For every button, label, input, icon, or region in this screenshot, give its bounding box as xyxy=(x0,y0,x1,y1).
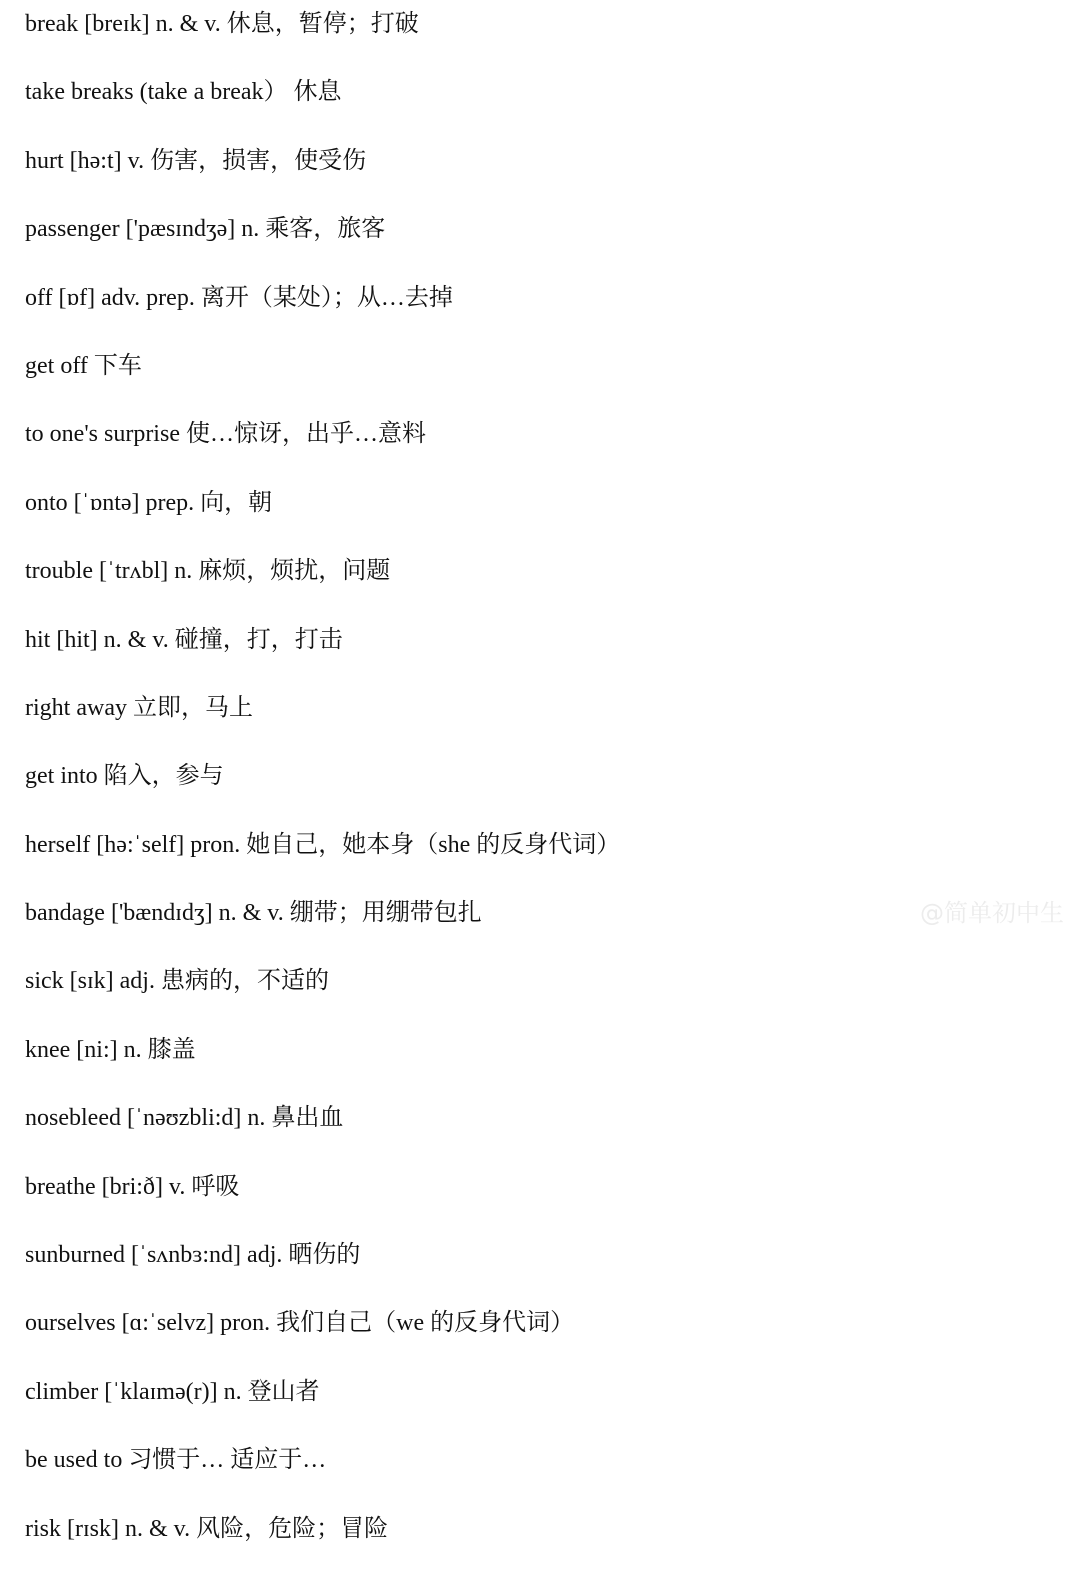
vocab-entry-text: get into 陷入，参与 xyxy=(25,763,224,790)
vocab-entry xyxy=(25,889,620,957)
vocab-entry-text: risk [rɪsk] n. & v. 风险，危险；冒险 xyxy=(25,1515,389,1542)
vocab-entry-text: climber [ˈklaɪmə(r)] n. 登山者 xyxy=(25,1378,320,1405)
vocab-entry-text: ourselves [ɑ:ˈselvz] pron. 我们自己（we 的反身代词） xyxy=(25,1310,575,1337)
vocabulary-list xyxy=(25,0,620,1573)
vocab-entry xyxy=(25,1368,620,1436)
vocab-entry-text: breathe [bri:ð] v. 呼吸 xyxy=(25,1173,240,1200)
vocab-entry xyxy=(25,547,620,615)
vocab-entry xyxy=(25,205,620,273)
vocab-entry-text: break [breɪk] n. & v. 休息，暂停；打破 xyxy=(25,11,419,37)
vocab-entry xyxy=(25,274,620,342)
vocab-entry xyxy=(25,1299,620,1367)
vocab-entry-text: get off 下车 xyxy=(25,352,142,379)
vocab-entry xyxy=(25,410,620,478)
vocab-entry xyxy=(25,1231,620,1299)
vocab-entry xyxy=(25,1505,620,1573)
vocab-entry-text: hit [hit] n. & v. 碰撞，打，打击 xyxy=(25,626,343,653)
vocab-entry-text: onto [ˈɒntə] prep. 向，朝 xyxy=(25,489,273,516)
vocab-entry-text: take breaks (take a break） 休息 xyxy=(25,79,342,106)
vocab-entry xyxy=(25,752,620,820)
vocab-entry-text: be used to 习惯于… 适应于… xyxy=(25,1447,327,1474)
vocab-entry xyxy=(25,342,620,410)
vocab-entry xyxy=(25,1163,620,1231)
vocab-entry-text: hurt [hə:t] v. 伤害，损害，使受伤 xyxy=(25,147,367,174)
vocab-entry xyxy=(25,616,620,684)
vocab-entry xyxy=(25,957,620,1025)
vocab-entry xyxy=(25,684,620,752)
vocab-entry-text: herself [hə:ˈself] pron. 她自己，她本身（she 的反身代词） xyxy=(25,831,621,858)
vocab-entry-text: bandage ['bændɪdʒ] n. & v. 绷带；用绷带包扎 xyxy=(25,900,482,927)
vocab-entry xyxy=(25,1436,620,1504)
watermark: @简单初中生 xyxy=(920,899,1064,927)
vocab-entry-text: off [ɒf] adv. prep. 离开（某处）；从…去掉 xyxy=(25,284,453,311)
vocab-entry-text: knee [ni:] n. 膝盖 xyxy=(25,1036,196,1063)
vocab-entry xyxy=(25,1026,620,1094)
vocab-entry xyxy=(25,479,620,547)
vocab-entry-text: sick [sɪk] adj. 患病的，不适的 xyxy=(25,968,329,995)
vocab-entry xyxy=(25,137,620,205)
vocab-entry xyxy=(25,821,620,889)
vocab-entry-text: nosebleed [ˈnəʊzbli:d] n. 鼻出血 xyxy=(25,1105,344,1132)
vocab-entry xyxy=(25,1094,620,1162)
vocab-entry xyxy=(25,68,620,136)
vocab-entry-text: trouble [ˈtrʌbl] n. 麻烦，烦扰，问题 xyxy=(25,558,391,585)
vocab-entry-text: sunburned [ˈsʌnbɜ:nd] adj. 晒伤的 xyxy=(25,1242,361,1269)
vocab-entry-text: right away 立即，马上 xyxy=(25,694,253,721)
vocab-entry-text: passenger ['pæsɪndʒə] n. 乘客，旅客 xyxy=(25,216,386,243)
vocab-entry-text: to one's surprise 使…惊讶，出乎…意料 xyxy=(25,421,426,448)
vocab-entry xyxy=(25,0,620,68)
